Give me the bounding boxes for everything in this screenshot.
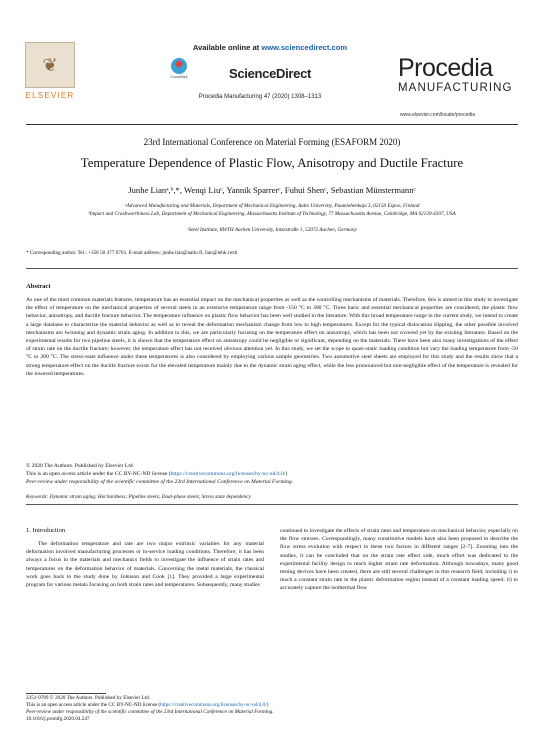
peer-review-line: Peer-review under responsibility of the scientific committee of the 23rd International Conference on Material Forming.: [26, 479, 294, 485]
header-divider: [26, 124, 518, 125]
elsevier-logo: [25, 42, 75, 104]
copyright-line: © 2020 The Authors. Published by Elsevier Ltd.: [26, 463, 135, 469]
corresponding-author: * Corresponding author. Tel.: +358 50 477 0763. E-mail address: junhe.lian@aalto.fi; lian@iehk.rwth: [26, 250, 238, 256]
license-suffix: ): [285, 471, 288, 477]
sciencedirect-link[interactable]: www.sciencedirect.com: [261, 43, 348, 52]
footnote-license-prefix: This is an open access article under the CC BY-NC-ND license (: [26, 702, 161, 708]
license-line: [26, 470, 518, 478]
journal-logo: [398, 55, 528, 94]
affiliation-c: ᶜSteel Institute, RWTH Aachen University, Intzestraße 1, 52072 Aachen, Germany: [187, 227, 357, 233]
footnote-license-suffix: ): [266, 702, 269, 708]
right-column: [280, 517, 518, 593]
license-prefix: This is an open access article under the CC BY-NC-ND license (: [26, 471, 171, 477]
crossmark-icon: [171, 58, 187, 74]
crossmark-label: CrossMark: [170, 75, 188, 79]
intro-paragraph-left: The deformation temperature and rate are two major extrinsic variables for any material deformation involved manufacturing processes or in-service loading conditions. Therefore, it has been always a focus in the materials and mechanics fields to investigate the influence of strain rates and temperatures on the deformation behavior of materials. Concerning the metal materials, the classical work goes back to the study done by Johnson and Cook [1]. They provided a large experimental program for various metals focusing on both strain rates and temperatures. Subsequently, many studies: [26, 541, 264, 589]
doi-line[interactable]: 10.1016/j.promfg.2020.04.247: [26, 716, 90, 722]
tree-emblem-icon: ❦: [25, 42, 75, 88]
keywords: Keywords: Dynamic strain aging; Hot hardness; Pipeline steels; Dual-phase steels; Stress state dependency: [26, 494, 251, 500]
copyright-block: [26, 462, 518, 486]
paper-title: Temperature Dependence of Plastic Flow, Anisotropy and Ductile Fracture: [80, 156, 464, 170]
conference-name: 23rd International Conference on Material Forming (ESAFORM 2020): [143, 137, 401, 147]
intro-paragraph-right: continued to investigate the effects of strain rates and temperature on mechanical behavior, especially on the flow stresses. Correspondingly, many constitutive models have also been proposed to describe the flow stress evolution with respect to these two factors in different ranges [2-7]. Zooming into the studies, it can be concluded that on the strain rate effect side, much effort was dedicated to the experimental facility design to reach higher strain rate deformation. Although nowadays, many good testing devices have been created, there are still several challenges in this research field, including i) to reach a constant strain rate in the plastic deformation region instead of a constant loading speed; ii) to accurately capture the isothermal flow: [280, 528, 518, 592]
issn-line: 2351-9789 © 2020 The Authors. Published by Elsevier Ltd.: [26, 695, 151, 701]
available-online-line: [160, 43, 380, 52]
affiliation-b: ᵇImpact and Crashworthiness Lab, Department of Mechanical Engineering, Massachusetts Institute of Technology, 77 Massachusetts Avenue, Cambridge, MA 02139-4307, USA: [88, 211, 456, 217]
journal-logo-line2: MANUFACTURING: [398, 82, 513, 94]
left-column: [26, 517, 264, 589]
footnote-peer-review: Peer-review under responsibility of the scientific committee of the 23rd International Conference on Material Forming.: [26, 709, 274, 715]
footnote-license-link[interactable]: https://creativecommons.org/licenses/by-nc-nd/4.0/: [160, 702, 267, 708]
journal-url[interactable]: www.elsevier.com/locate/procedia: [400, 112, 476, 118]
crossmark-badge[interactable]: [168, 58, 190, 84]
journal-logo-line1: Procedia: [398, 54, 493, 82]
license-link[interactable]: https://creativecommons.org/licenses/by-nc-nd/4.0/: [170, 471, 286, 477]
journal-reference: Procedia Manufacturing 47 (2020) 1308–1313: [198, 94, 322, 100]
abstract-top-rule: [26, 268, 518, 269]
footnote-license-line: [26, 702, 518, 709]
keywords-bottom-rule: [26, 504, 518, 505]
author-list: Junhe Lianᵃ,ᵇ,*, Wenqi Liuᶜ, Yannik Sparrerᶜ, Fuhui Shenᶜ, Sebastian Münstermannᶜ: [128, 185, 416, 195]
sciencedirect-logo: ScienceDirect: [228, 66, 312, 81]
elsevier-wordmark: ELSEVIER: [25, 91, 75, 100]
available-online-label: Available online at: [192, 43, 260, 52]
affiliation-a: ᵃAdvanced Manufacturing and Materials, Department of Mechanical Engineering, Aalto University, Puumiehenkuja 3, 02150 Espoo, Finland: [124, 203, 420, 209]
section-heading-introduction: 1. Introduction: [26, 527, 66, 534]
abstract-heading: Abstract: [26, 283, 51, 290]
abstract-text: As one of the most common materials features, temperature has an essential impact on the mechanical properties as well as the controlling mechanisms of materials. Therefore, this is aimed in this study to investigate the effect of temperature on the mechanical properties of several steels in an extensive temperature range from -150 °C to 300 °C. Three basic and essential mechanical properties are considered, the plastic flow behavior, anisotropy, and ductile fracture behavior. The temperature influence on plastic flow behavior has been well studied in the literature. With this broad temperature range in the current study, we intend to create a large database to characterize the material behavior as well as to reveal the deformation mechanism change from low to high temperatures. Except for the typical dislocation slipping, the other possible involved mechanisms are twinning and dynamic strain aging. In addition to this, we are particularly focusing on the temperature effect on anisotropy, which has been not covered yet by the existing literature. Based on the experimental results for two pipeline steels, it is shown that the temperature effect on anisotropy could be negligible or significant, depending on the materials. There have been also many investigations of the effect of strain rate on the ductile fracture; however, the temperature effect has not received obvious attention yet. In this study, we set the scope to quasi-static loading condition but vary the loading temperature from -50 °C to 300 °C. The stress-state influence under these temperatures is also considered by employing various sample geometries. Two automotive steel sheets are employed for this study and the results show that a strong temperature effect on the ductile fracture exists for the elevated temperature mainly due to the dynamic strain aging effect, while the less pronounced but non-negligible effect of the temperature is revealed for the lowered temperatures.: [26, 297, 518, 377]
footnotes: [26, 693, 518, 723]
